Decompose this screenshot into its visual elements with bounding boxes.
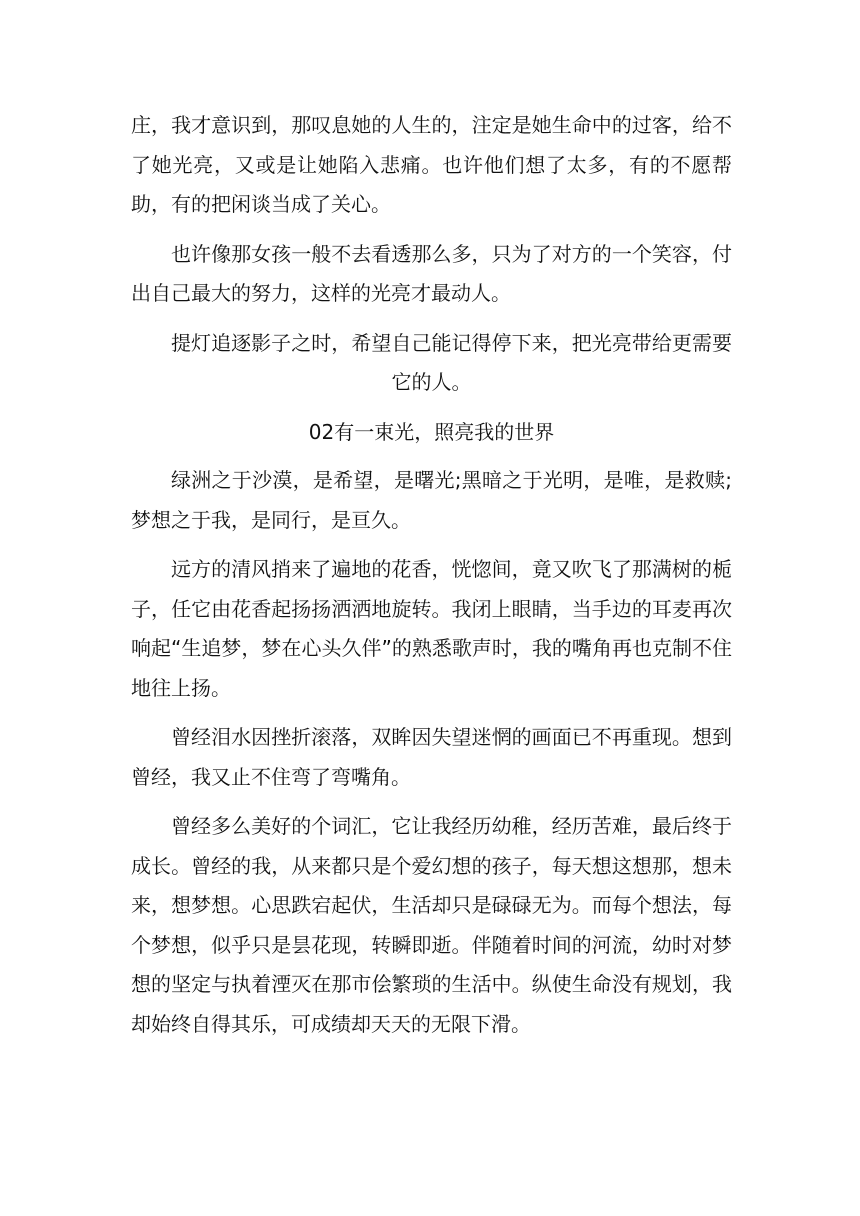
paragraph-centered-closing: 提灯追逐影子之时，希望自己能记得停下来，把光亮带给更需要它的人。 (171, 330, 732, 394)
paragraph-continued: 庄，我才意识到，那叹息她的人生的，注定是她生命中的过客，给不了她光亮，又或是让她陷入悲痛。也许他们想了太多，有的不愿帮助，有的把闲谈当成了关心。 (131, 113, 732, 216)
section-heading: 02有一束光，照亮我的世界 (308, 419, 555, 444)
paragraph: 曾经泪水因挫折滚落，双眸因失望迷惘的画面已不再重现。想到曾经，我又止不住弯了弯嘴角。 (131, 725, 732, 789)
paragraph: 曾经多么美好的个词汇，它让我经历幼稚，经历苦难，最后终于成长。曾经的我，从来都只是个爱幻想的孩子，每天想这想那，想未来，想梦想。心思跌宕起伏，生活却只是碌碌无为。而每个想法，每个梦想，似乎只是昙花现，转瞬即逝。伴随着时间的河流，幼时对梦想的坚定与执着湮灭在那市侩繁琐的生活中。纵使生命没有规划，我却始终自得其乐，可成绩却天天的无限下滑。 (131, 814, 732, 1036)
paragraph: 绿洲之于沙漠，是希望，是曙光;黑暗之于光明，是唯，是救赎;梦想之于我，是同行，是亘久。 (131, 468, 732, 532)
paragraph: 也许像那女孩一般不去看透那么多，只为了对方的一个笑容，付出自己最大的努力，这样的光亮才最动人。 (131, 241, 732, 305)
paragraph: 远方的清风捎来了遍地的花香，恍惚间，竟又吹飞了那满树的栀子，任它由花香起扬扬洒洒地旋转。我闭上眼睛，当手边的耳麦再次响起“生追梦，梦在心头久伴”的熟悉歌声时，我的嘴角再也克制不住地往上扬。 (131, 557, 732, 700)
